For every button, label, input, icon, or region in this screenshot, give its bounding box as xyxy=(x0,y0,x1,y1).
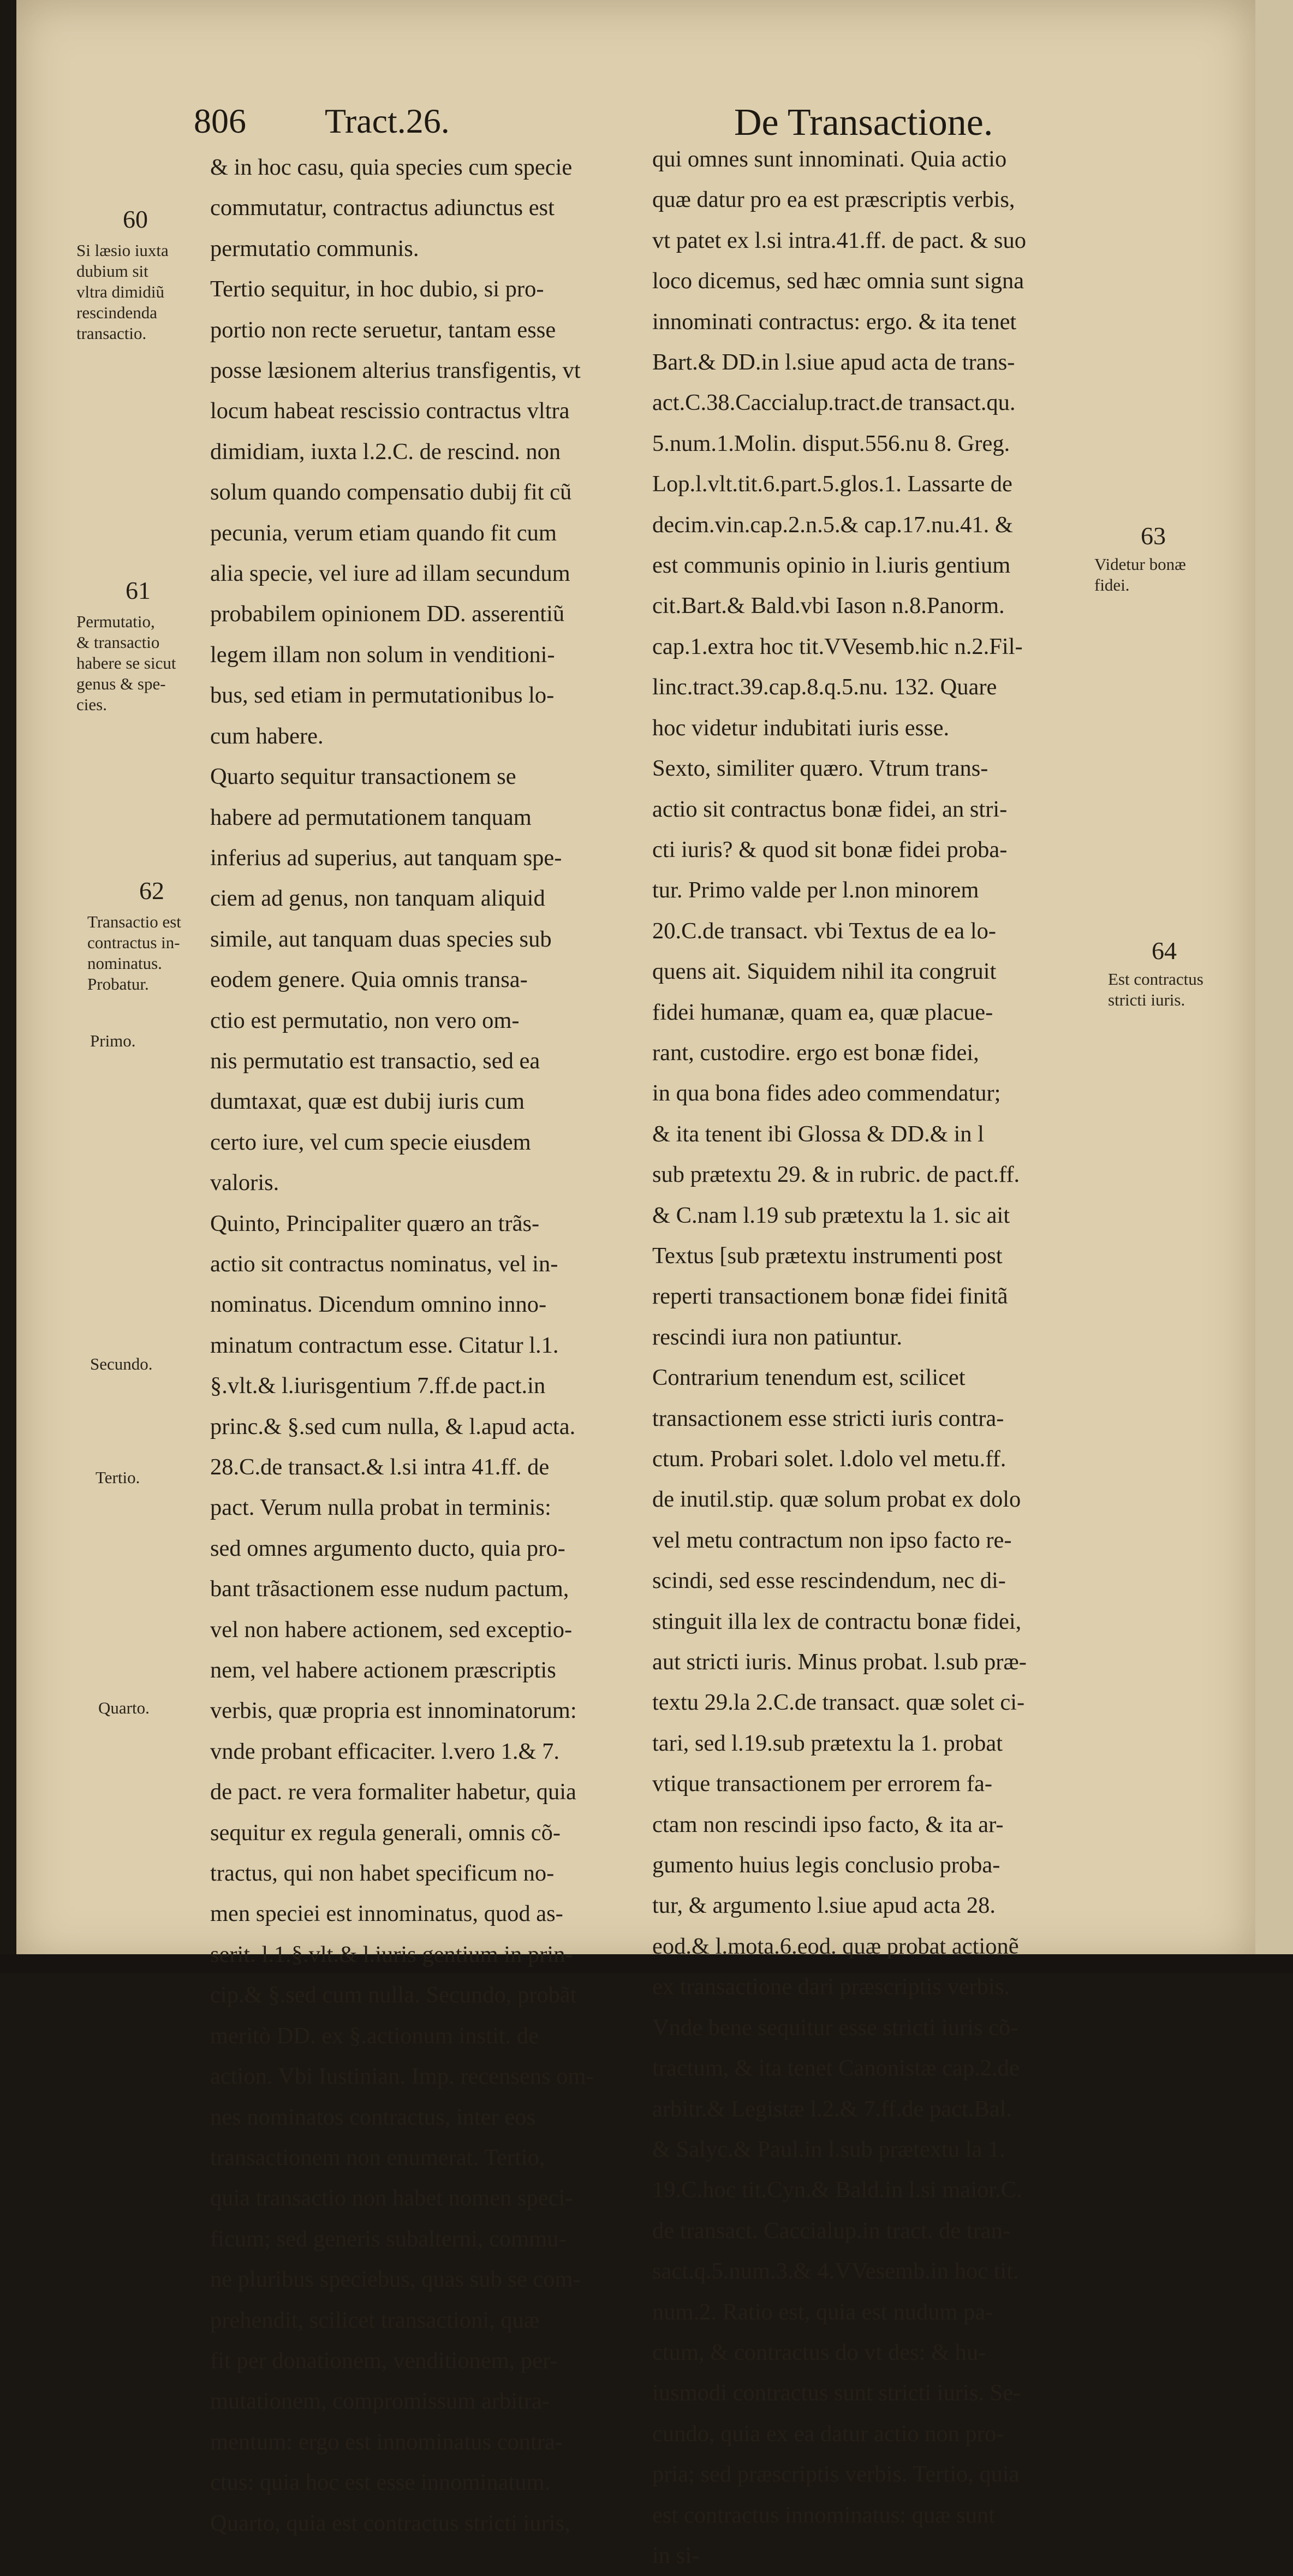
text-line: 20.C.de transact. vbi Textus de ea lo- xyxy=(652,918,997,944)
page-number: 806 xyxy=(194,102,246,140)
text-line: pact. Verum nulla probat in terminis: xyxy=(210,1495,551,1521)
text-line: quens ait. Siquidem nihil ita congruit xyxy=(652,959,997,985)
margin-number-64: 64 xyxy=(1152,937,1177,965)
margin-note-60 xyxy=(76,240,169,344)
margin-note-line: Permutatio, xyxy=(76,612,155,631)
text-line: rescindi iura non patiuntur. xyxy=(652,1324,902,1350)
margin-label-tertio: Tertio. xyxy=(96,1468,140,1487)
text-line: tractus, qui non habet specificum no- xyxy=(210,1860,555,1887)
text-line: & Salyc.& Paul.in l.sub prætextu la 1. xyxy=(652,2136,1005,2162)
text-line: loco dicemus, sed hæc omnia sunt signa xyxy=(652,268,1024,294)
text-line: mutationem, compromissum arbitra- xyxy=(210,2388,550,2414)
margin-label-quarto: Quarto. xyxy=(98,1698,150,1717)
text-line: de inutil.stip. quæ solum probat ex dolo xyxy=(652,1486,1021,1513)
text-line: reperti transactionem bonæ fidei finitã xyxy=(652,1283,1008,1310)
text-line: certo iure, vel cum specie eiusdem xyxy=(210,1129,531,1155)
text-line: quia transactio non habet nomen speci- xyxy=(210,2185,573,2211)
text-line: textu 29.la 2.C.de transact. quæ solet ci- xyxy=(652,1689,1025,1716)
text-line: Quinto, Principaliter quæro an trãs- xyxy=(210,1210,540,1236)
margin-note-61 xyxy=(76,611,176,715)
text-line: ctum, & contractus do vt des: & hu- xyxy=(652,2339,986,2365)
margin-note-line: cies. xyxy=(76,695,107,714)
margin-note-line: Probatur. xyxy=(87,974,149,993)
text-line: dumtaxat, quæ est dubij iuris cum xyxy=(210,1088,525,1115)
text-line: est communis opinio in l.iuris gentium xyxy=(652,552,1011,579)
text-line: hoc videtur indubitati iuris esse. xyxy=(652,715,950,741)
text-line: vnde probant efficaciter. l.vero 1.& 7. xyxy=(210,1738,560,1764)
margin-note-line: rescindenda xyxy=(76,303,158,322)
margin-note-line: nominatus. xyxy=(87,954,162,973)
text-line: 19.C.hoc tit.Cyn.& Bald.in l.si maior.C. xyxy=(652,2177,1022,2203)
text-line: portio non recte seruetur, tantam esse xyxy=(210,317,556,343)
text-line: iusmodi contractus sunt stricti iuris. Se- xyxy=(652,2380,1021,2406)
text-line: nem, vel habere actionem præscriptis xyxy=(210,1657,556,1683)
text-line: in qua bona fides adeo commendatur; xyxy=(652,1080,1001,1106)
text-line: stinguit illa lex de contractu bonæ fidei, xyxy=(652,1608,1022,1634)
margin-note-line: contractus in- xyxy=(87,933,180,952)
text-line: locum habeat rescissio contractus vltra xyxy=(210,398,570,424)
margin-note-line: & transactio xyxy=(76,633,160,652)
margin-note-64 xyxy=(1108,969,1203,1010)
text-line: fidei humanæ, quam ea, quæ placue- xyxy=(652,999,993,1025)
text-line: Quarto, quia est contractus stricti iuris, xyxy=(210,2510,570,2536)
text-line: Bart.& DD.in l.siue apud acta de trans- xyxy=(652,349,1015,376)
text-line: tractum, & ita tenet Canonistæ cap.2.de xyxy=(652,2055,1020,2081)
text-line: pria; sed præscriptis verbis. Tertio, quia xyxy=(652,2461,1020,2488)
text-line: cum habere. xyxy=(210,723,324,749)
text-line: & in hoc casu, quia species cum specie xyxy=(210,154,573,180)
text-line: §.vlt.& l.iurisgentium 7.ff.de pact.in xyxy=(210,1373,546,1399)
text-line: Vnde bene sequitur esse stricti iuris cõ- xyxy=(652,2014,1018,2040)
text-line: ctam non rescindi ipso facto, & ita ar- xyxy=(652,1811,1004,1837)
text-line: num.2. Ratio est, quia est nudum pa- xyxy=(652,2299,993,2325)
text-column-right xyxy=(652,139,1198,2576)
margin-note-63 xyxy=(1094,554,1186,596)
text-line: Sexto, similiter quæro. Vtrum trans- xyxy=(652,755,988,782)
text-line: valoris. xyxy=(210,1170,279,1196)
text-line: in si- xyxy=(652,2542,700,2568)
margin-label-primo: Primo. xyxy=(90,1031,136,1050)
text-line: cap.1.extra hoc tit.VVesemb.hic n.2.Fil- xyxy=(652,633,1023,659)
text-line: posse læsionem alterius transfigentis, vt xyxy=(210,358,581,384)
text-line: cip.& §.sed cum nulla. Secundo, probãt xyxy=(210,1982,577,2008)
text-line: minatum contractum esse. Citatur l.1. xyxy=(210,1332,559,1358)
text-line: 5.num.1.Molin. disput.556.nu 8. Greg. xyxy=(652,430,1010,456)
text-line: act.C.38.Caccialup.tract.de transact.qu. xyxy=(652,390,1016,416)
margin-number-61: 61 xyxy=(126,576,151,604)
text-line: & C.nam l.19 sub prætextu la 1. sic ait xyxy=(652,1202,1010,1228)
text-line: Tertio sequitur, in hoc dubio, si pro- xyxy=(210,276,544,302)
text-line: prehendit, scilicet transactioni, quæ xyxy=(210,2307,540,2333)
text-line: cti iuris? & quod sit bonæ fidei proba- xyxy=(652,836,1008,862)
margin-note-line: genus & spe- xyxy=(76,674,166,693)
text-line: alia specie, vel iure ad illam secundum xyxy=(210,561,570,587)
text-line: Quarto sequitur transactionem se xyxy=(210,764,516,790)
text-line: nes nominatos contractus, inter eos xyxy=(210,2104,536,2130)
text-line: ex transactione dari præscriptis verbis. xyxy=(652,1974,1010,2000)
margin-number-60: 60 xyxy=(123,205,148,233)
text-line: ctum. Probari solet. l.dolo vel metu.ff. xyxy=(652,1446,1006,1472)
text-line: ne pluribus speciebus, quas sub se com- xyxy=(210,2266,581,2293)
text-line: serit. l.1.§.vlt.& l.iuris gentium in prin- xyxy=(210,1941,573,1967)
text-line: eod.& l.mota.6.eod. quæ probat actionẽ xyxy=(652,1933,1019,1959)
text-line: habere ad permutationem tanquam xyxy=(210,804,532,830)
margin-note-62 xyxy=(87,912,181,995)
text-line: arbitr.& Legistæ l.2.& 7.ff.de pact.Bal. xyxy=(652,2096,1012,2122)
text-line: gumento huius legis conclusio proba- xyxy=(652,1852,1000,1878)
running-head-title: De Transactione. xyxy=(734,102,993,144)
text-line: de transact. Caccialup.in tract. de tran- xyxy=(652,2217,1011,2244)
text-line: transactionem esse stricti iuris contra- xyxy=(652,1405,1004,1431)
text-line: decim.vin.cap.2.n.5.& cap.17.nu.41. & xyxy=(652,511,1013,538)
text-line: sact.q.5.num.3.& 4.VVesemb.in hoc tit. xyxy=(652,2258,1019,2285)
text-line: bus, sed etiam in permutationibus lo- xyxy=(210,682,555,709)
text-line: dimidiam, iuxta l.2.C. de rescind. non xyxy=(210,438,561,465)
margin-note-line: Transactio est xyxy=(87,912,181,931)
margin-label-secundo: Secundo. xyxy=(90,1354,153,1373)
text-line: nis permutatio est transactio, sed ea xyxy=(210,1048,540,1074)
text-line: qui omnes sunt innominati. Quia actio xyxy=(652,146,1007,172)
text-line: vel metu contractum non ipso facto re- xyxy=(652,1527,1012,1553)
margin-number-63: 63 xyxy=(1141,522,1166,550)
margin-number-62: 62 xyxy=(139,877,164,905)
text-line: tur. Primo valde per l.non minorem xyxy=(652,877,979,903)
text-line: ficum; sed generis subalterni, commu- xyxy=(210,2226,567,2252)
text-line: bant trãsactionem esse nudum pactum, xyxy=(210,1576,569,1602)
text-line: mentum: ergo est innominatus contra- xyxy=(210,2429,563,2455)
margin-note-line: Si læsio iuxta xyxy=(76,241,169,260)
text-line: nominatus. Dicendum omnino inno- xyxy=(210,1292,547,1318)
text-line: linc.tract.39.cap.8.q.5.nu. 132. Quare xyxy=(652,674,997,700)
text-line: ctio est permutatio, non vero om- xyxy=(210,1007,520,1033)
text-line: meritò DD. ex §.actionum instit. de xyxy=(210,2022,539,2049)
text-line: solum quando compensatio dubij fit cũ xyxy=(210,479,572,505)
text-line: vel non habere actionem, sed exceptio- xyxy=(210,1616,573,1643)
text-line: sed omnes argumento ducto, quia pro- xyxy=(210,1535,565,1561)
text-line: de pact. re vera formaliter habetur, quia xyxy=(210,1779,576,1805)
text-line: innominati contractus: ergo. & ita tenet xyxy=(652,308,1017,335)
running-head-tract: Tract.26. xyxy=(325,102,450,140)
text-line: verbis, quæ propria est innominatorum: xyxy=(210,1698,577,1724)
text-line: inferius ad superius, aut tanquam spe- xyxy=(210,844,562,871)
text-line: men speciei est innominatus, quod as- xyxy=(210,1901,563,1927)
text-line: vtique transactionem per errorem fa- xyxy=(652,1771,993,1797)
text-line: transactionem non enumerat. Tertio, xyxy=(210,2144,545,2170)
text-line: action. Vbi Iustinian. Imp. recensens om- xyxy=(210,2063,594,2090)
next-page-edge xyxy=(1255,0,1293,1973)
margin-note-line: vltra dimidiũ xyxy=(76,282,165,301)
text-line: actio sit contractus nominatus, vel in- xyxy=(210,1251,558,1277)
margin-note-line: habere se sicut xyxy=(76,653,176,673)
text-line: ciem ad genus, non tanquam aliquid xyxy=(210,885,545,912)
margin-note-line: dubium sit xyxy=(76,261,148,281)
margin-note-line: stricti iuris. xyxy=(1108,990,1185,1009)
text-line: legem illam non solum in venditioni- xyxy=(210,641,555,668)
text-line: simile, aut tanquam duas species sub xyxy=(210,926,552,952)
text-line: permutatio communis. xyxy=(210,235,419,261)
text-line: commutatur, contractus adiunctus est xyxy=(210,195,555,221)
text-line: tari, sed l.19.sub prætextu la 1. probat xyxy=(652,1730,1003,1756)
text-line: sequitur ex regula generali, omnis cõ- xyxy=(210,1819,561,1846)
text-line: cit.Bart.& Bald.vbi Iason n.8.Panorm. xyxy=(652,593,1005,619)
text-line: rant, custodire. ergo est bonæ fidei, xyxy=(652,1039,979,1066)
text-line: & ita tenent ibi Glossa & DD.& in l xyxy=(652,1121,984,1147)
text-line: sub prætextu 29. & in rubric. de pact.ff. xyxy=(652,1162,1020,1188)
text-line: cundo, quia ex ea datur actio non pro- xyxy=(652,2420,1004,2447)
text-line: fit per donationem, venditionem, per- xyxy=(210,2347,558,2373)
margin-note-line: transactio. xyxy=(76,324,147,343)
text-line: Textus [sub prætextu instrumenti post xyxy=(652,1242,1003,1269)
text-line: aut stricti iuris. Minus probat. l.sub præ- xyxy=(652,1649,1027,1675)
text-line: probabilem opinionem DD. asserentiũ xyxy=(210,601,565,627)
text-line: Contrarium tenendum est, scilicet xyxy=(652,1365,966,1391)
margin-note-line: Est contractus xyxy=(1108,969,1203,989)
text-line: eodem genere. Quia omnis transa- xyxy=(210,967,528,993)
text-line: vt patet ex l.si intra.41.ff. de pact. & suo xyxy=(652,227,1026,253)
text-line: princ.& §.sed cum nulla, & l.apud acta. xyxy=(210,1413,576,1439)
text-line: 28.C.de transact.& l.si intra 41.ff. de xyxy=(210,1454,550,1480)
text-line: ctus: quia hoc est esse innominatum. xyxy=(210,2470,551,2496)
text-line: est contractus innominatus: quæ sunt xyxy=(652,2502,995,2528)
text-line: actio sit contractus bonæ fidei, an stri- xyxy=(652,796,1008,822)
text-line: scindi, sed esse rescindendum, nec di- xyxy=(652,1568,1006,1594)
margin-note-line: Videtur bonæ xyxy=(1094,555,1186,574)
text-line: Lop.l.vlt.tit.6.part.5.glos.1. Lassarte de xyxy=(652,471,1012,497)
text-line: pecunia, verum etiam quando fit cum xyxy=(210,520,557,546)
text-line: quæ datur pro ea est præscriptis verbis, xyxy=(652,187,1015,213)
margin-note-line: fidei. xyxy=(1094,575,1130,594)
text-line: tur, & argumento l.siue apud acta 28. xyxy=(652,1893,996,1919)
